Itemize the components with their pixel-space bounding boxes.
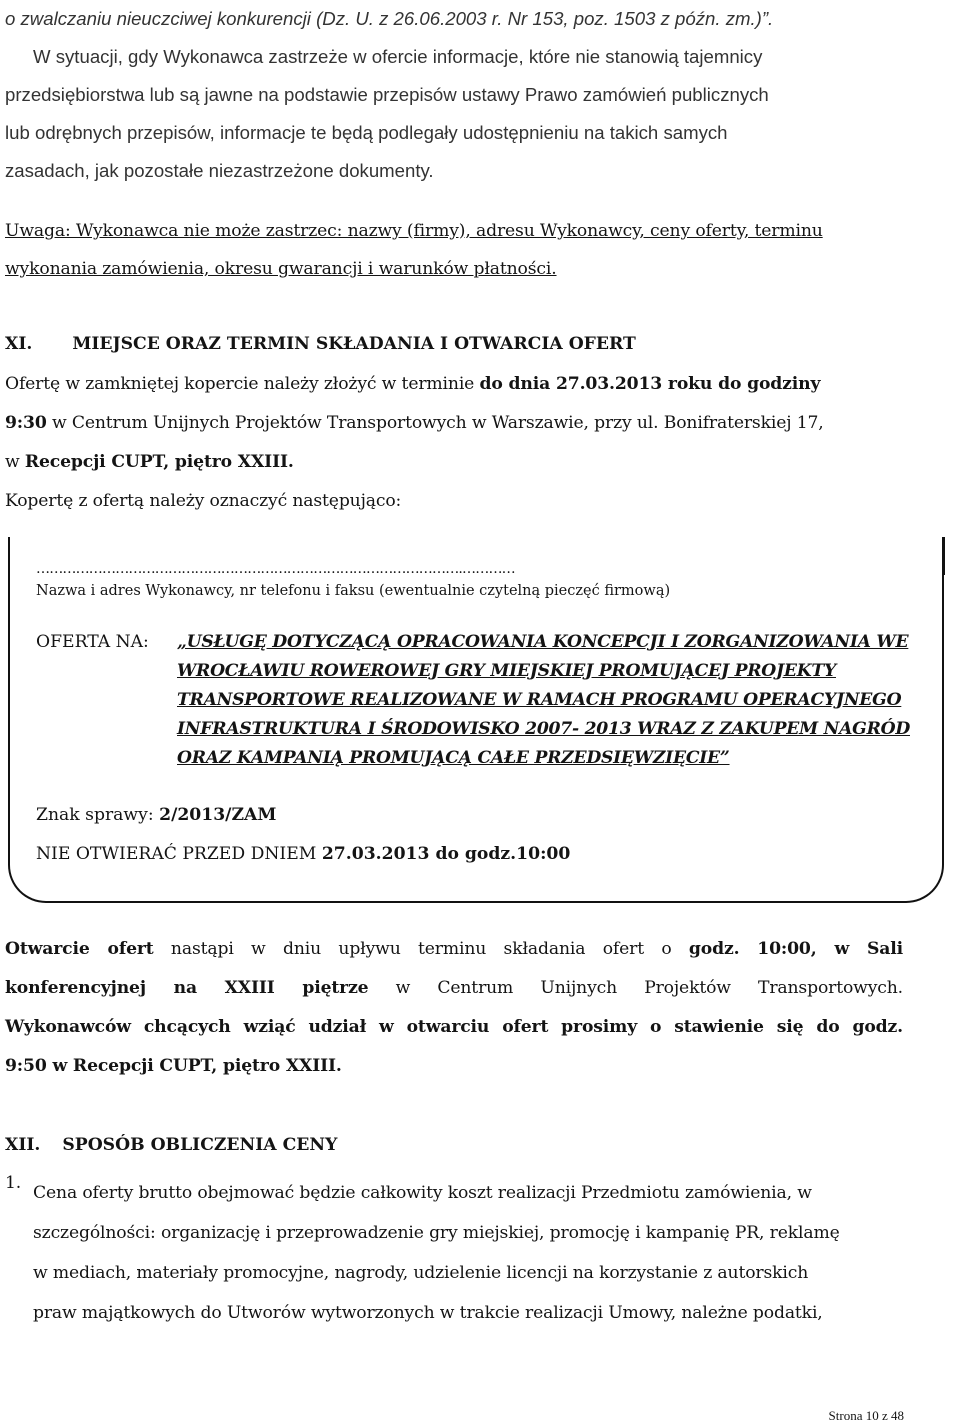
section-xi-body (5, 365, 905, 521)
section-heading-xi (5, 334, 905, 354)
offer-label: OFERTA NA: (36, 632, 149, 652)
paragraph-line: przedsiębiorstwa lub są jawne na podstawie przepisów ustawy Prawo zamówień publicznych (5, 84, 769, 105)
offer-title-line: TRANSPORTOWE REALIZOWANE W RAMACH PROGRAMU OPERACYJNEGO (177, 690, 902, 710)
price-item-number: 1. (5, 1173, 22, 1193)
body-line: w Recepcji CUPT, piętro XXIII. (5, 452, 294, 472)
price-line: szczególności: organizację i przeprowadzenie gry miejskiej, promocję i kampanię PR, reklamę (33, 1223, 840, 1243)
contractor-caption: Nazwa i adres Wykonawcy, nr telefonu i faksu (ewentualnie czytelną pieczęć firmową) (36, 583, 671, 599)
case-number: Znak sprawy: 2/2013/ZAM (36, 805, 277, 825)
paragraph-line: W sytuacji, gdy Wykonawca zastrzeże w ofercie informacje, które nie stanowią tajemnicy (33, 46, 763, 67)
delivery-location: Recepcji CUPT, piętro XXIII. (24, 452, 294, 472)
paragraph-line: o zwalczaniu nieuczciwej konkurencji (Dz. U. z 26.06.2003 r. Nr 153, poz. 1503 z późn. zm.)”. (5, 8, 774, 29)
dotted-fill-line: …………………………………………………………………………………….………… (36, 561, 515, 577)
offer-title-line: „USŁUGĘ DOTYCZĄCĄ OPRACOWANIA KONCEPCJI I ZORGANIZOWANIA WE (177, 632, 909, 652)
body-line: Ofertę w zamkniętej kopercie należy złożyć w terminie do dnia 27.03.2013 roku do godziny (5, 374, 821, 394)
opening-line: Wykonawców chcących wziąć udział w otwarciu ofert prosimy o stawienie się do godz. (5, 1017, 903, 1037)
section-number: XI. (5, 334, 33, 354)
opening-paragraph (5, 930, 903, 1086)
price-item-body (33, 1173, 902, 1333)
section-title: MIEJSCE ORAZ TERMIN SKŁADANIA I OTWARCIA OFERT (72, 334, 636, 354)
deadline-date: do dnia 27.03.2013 roku do godziny (479, 374, 821, 394)
paragraph-line: zasadach, jak pozostałe niezastrzeżone dokumenty. (5, 160, 434, 181)
deadline-time: 9:30 (5, 413, 47, 433)
offer-title-line: INFRASTRUKTURA I ŚRODOWISKO 2007- 2013 WRAZ Z ZAKUPEM NAGRÓD (177, 719, 910, 739)
opening-line: Otwarcie ofert nastąpi w dniu upływu terminu składania ofert o godz. 10:00, w Sali (5, 939, 903, 959)
note-line: Uwaga: Wykonawca nie może zastrzec: nazwy (firmy), adresu Wykonawcy, ceny oferty, terminu (5, 221, 823, 241)
body-line: 9:30 w Centrum Unijnych Projektów Transportowych w Warszawie, przy ul. Bonifraterskiej 17, (5, 413, 824, 433)
opening-line: konferencyjnej na XXIII piętrze w Centrum Unijnych Projektów Transportowych. (5, 978, 903, 998)
section-heading-xii (5, 1135, 905, 1155)
opening-line: 9:50 w Recepcji CUPT, piętro XXIII. (5, 1056, 342, 1076)
price-line: Cena oferty brutto obejmować będzie całkowity koszt realizacji Przedmiotu zamówienia, w (33, 1183, 812, 1203)
note-line: wykonania zamówienia, okresu gwarancji i warunków płatności. (5, 259, 557, 279)
note-paragraph (5, 212, 905, 288)
offer-title-line: WROCŁAWIU ROWEROWEJ GRY MIEJSKIEJ PROMUJĄCEJ PROJEKTY (177, 661, 836, 681)
paragraph-line: lub odrębnych przepisów, informacje te będą podlegały udostępnieniu na takich samych (5, 122, 728, 143)
do-not-open-date: 27.03.2013 do godz.10:00 (321, 844, 571, 864)
case-number-value: 2/2013/ZAM (159, 805, 277, 825)
section-title: SPOSÓB OBLICZENIA CENY (62, 1135, 338, 1155)
confidentiality-paragraph (5, 0, 905, 190)
page-number: Strona 10 z 48 (828, 1408, 904, 1423)
body-line: Kopertę z ofertą należy oznaczyć następująco: (5, 491, 402, 511)
price-line: w mediach, materiały promocyjne, nagrody, udzielenie licencji na korzystanie z autorskich (33, 1263, 809, 1283)
offer-title-line: ORAZ KAMPANIĄ PROMUJĄCĄ CAŁE PRZEDSIĘWZIĘCIE” (177, 748, 730, 768)
section-number: XII. (5, 1135, 41, 1155)
do-not-open-notice: NIE OTWIERAĆ PRZED DNIEM 27.03.2013 do godz.10:00 (36, 844, 571, 864)
price-line: praw majątkowych do Utworów wytworzonych w trakcie realizacji Umowy, należne podatki, (33, 1303, 823, 1323)
